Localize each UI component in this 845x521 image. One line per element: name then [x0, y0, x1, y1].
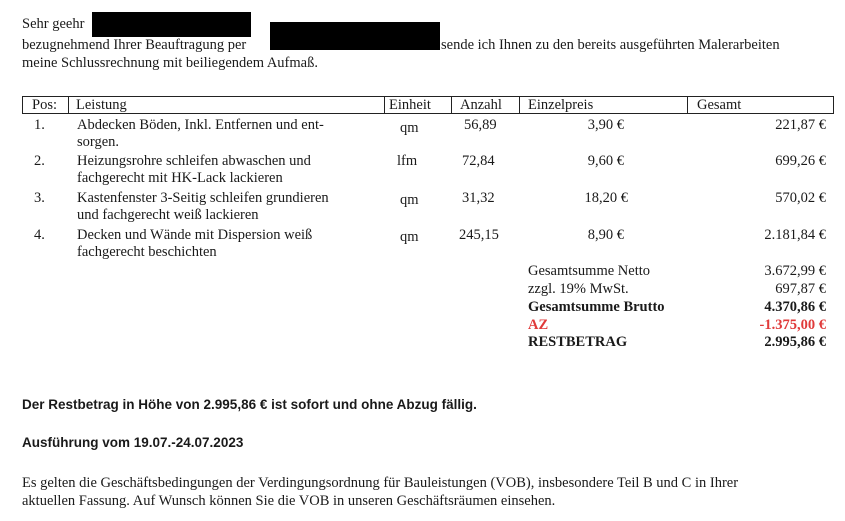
- table-col-divider: [384, 96, 385, 114]
- ausfuehrung-date: Ausführung vom 19.07.-24.07.2023: [22, 435, 244, 450]
- header-einheit: Einheit: [389, 97, 431, 113]
- row-2-einzelpreis: 9,60 €: [587, 153, 624, 169]
- row-3-anzahl: 31,32: [462, 190, 495, 206]
- intro-line1-end: sende ich Ihnen zu den bereits ausgeführten Malerarbeiten: [441, 37, 780, 53]
- header-pos: Pos:: [32, 97, 57, 113]
- intro-line2: meine Schlussrechnung mit beiliegendem Aufmaß.: [22, 55, 318, 71]
- row-3-einzelpreis: 18,20 €: [584, 190, 628, 206]
- total-netto-value: 3.672,99 €: [764, 263, 826, 279]
- header-gesamt: Gesamt: [697, 97, 742, 113]
- row-3-description-line1: Kastenfenster 3-Seitig schleifen grundieren: [77, 190, 329, 206]
- row-4-pos: 4.: [34, 227, 45, 243]
- row-4-einzelpreis: 8,90 €: [587, 227, 624, 243]
- row-4-gesamt: 2.181,84 €: [764, 227, 826, 243]
- row-3-einheit: qm: [400, 192, 419, 208]
- redaction-bar-name: [92, 12, 251, 37]
- mwst-label: zzgl. 19% MwSt.: [528, 281, 629, 297]
- salutation: Sehr geehr: [22, 16, 85, 32]
- vob-terms-line2: aktuellen Fassung. Auf Wunsch können Sie die VOB in unseren Geschäftsräumen einsehen.: [22, 493, 556, 509]
- mwst-value: 697,87 €: [775, 281, 826, 297]
- az-label: AZ: [528, 317, 549, 333]
- row-4-einheit: qm: [400, 229, 419, 245]
- table-col-divider: [687, 96, 688, 114]
- header-anzahl: Anzahl: [460, 97, 502, 113]
- row-3-gesamt: 570,02 €: [775, 190, 826, 206]
- row-1-einheit: qm: [400, 120, 419, 136]
- row-1-pos: 1.: [34, 117, 45, 133]
- restbetrag-value: 2.995,86 €: [764, 334, 826, 350]
- vob-terms-line1: Es gelten die Geschäftsbedingungen der Verdingungsordnung für Bauleistungen (VOB), insbesondere Teil B und C in Ihrer: [22, 475, 739, 491]
- table-left-border: [22, 96, 23, 114]
- row-1-einzelpreis: 3,90 €: [587, 117, 624, 133]
- row-3-pos: 3.: [34, 190, 45, 206]
- total-brutto-value: 4.370,86 €: [764, 299, 826, 315]
- restbetrag-label: RESTBETRAG: [528, 334, 628, 350]
- restbetrag-note: Der Restbetrag in Höhe von 2.995,86 € ist sofort und ohne Abzug fällig.: [22, 397, 477, 412]
- row-3-description-line2: und fachgerecht weiß lackieren: [77, 207, 259, 223]
- row-4-description-line2: fachgerecht beschichten: [77, 244, 217, 260]
- row-4-anzahl: 245,15: [459, 227, 499, 243]
- redaction-bar-date: [270, 22, 440, 50]
- row-1-gesamt: 221,87 €: [775, 117, 826, 133]
- header-einzelpreis: Einzelpreis: [528, 97, 594, 113]
- row-1-anzahl: 56,89: [464, 117, 497, 133]
- az-value: -1.375,00 €: [759, 317, 826, 333]
- row-1-description-line1: Abdecken Böden, Inkl. Entfernen und ent-: [77, 117, 324, 133]
- intro-line1-start: bezugnehmend Ihrer Beauftragung per: [22, 37, 247, 53]
- total-netto-label: Gesamtsumme Netto: [528, 263, 651, 279]
- table-col-divider: [451, 96, 452, 114]
- row-2-description-line2: fachgerecht mit HK-Lack lackieren: [77, 170, 283, 186]
- row-2-pos: 2.: [34, 153, 45, 169]
- table-col-divider: [68, 96, 69, 114]
- row-2-anzahl: 72,84: [462, 153, 495, 169]
- table-col-divider: [519, 96, 520, 114]
- row-2-description-line1: Heizungsrohre schleifen abwaschen und: [77, 153, 311, 169]
- row-2-gesamt: 699,26 €: [775, 153, 826, 169]
- header-leistung: Leistung: [76, 97, 127, 113]
- row-4-description-line1: Decken und Wände mit Dispersion weiß: [77, 227, 313, 243]
- row-2-einheit: lfm: [397, 153, 418, 169]
- table-right-border: [833, 96, 834, 114]
- row-1-description-line2: sorgen.: [77, 134, 120, 150]
- total-brutto-label: Gesamtsumme Brutto: [528, 299, 665, 315]
